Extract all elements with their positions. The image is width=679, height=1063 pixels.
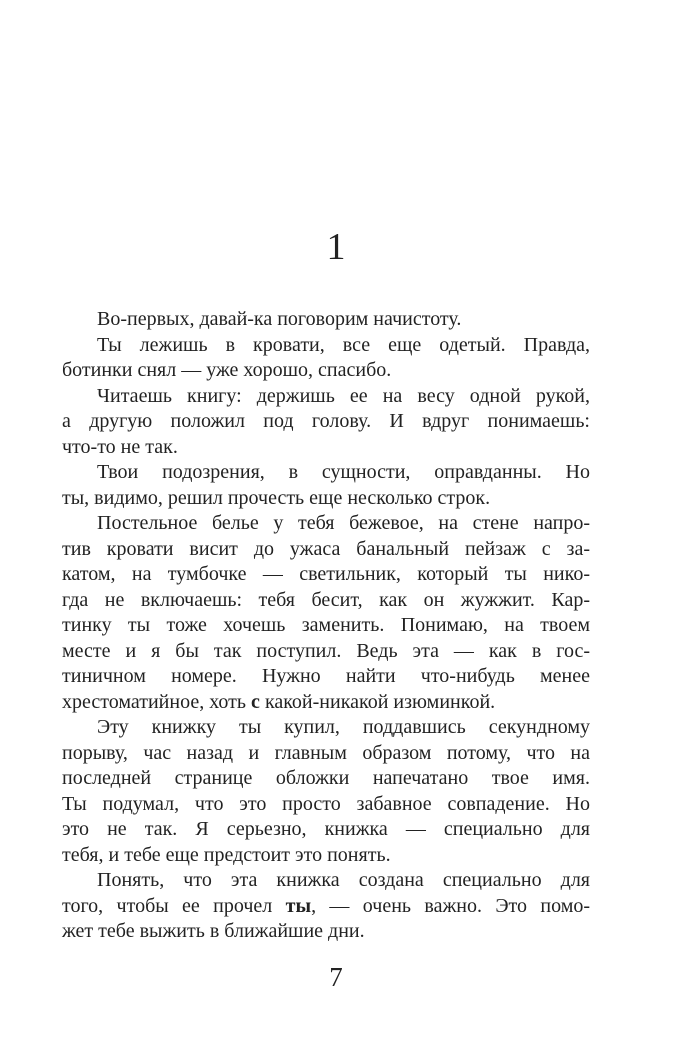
- emphasis-text: с: [251, 690, 260, 713]
- text-line: [62, 868, 590, 894]
- text-segment: гда не включаешь: тебя бесит, как он жужжит. Кар-: [62, 588, 590, 611]
- text-segment: что-то не так.: [62, 435, 178, 458]
- emphasis-text: ты: [285, 894, 312, 917]
- text-block: [62, 307, 590, 945]
- text-line: [62, 894, 590, 920]
- text-line: [62, 486, 590, 512]
- text-line: [62, 690, 590, 716]
- text-segment: Ты лежишь в кровати, все еще одетый. Правда,: [97, 333, 590, 356]
- text-segment: это не так. Я серьезно, книжка — специально для: [62, 818, 590, 840]
- text-segment: Твои подозрения, в сущности, оправданны. Но: [97, 461, 590, 483]
- text-segment: Эту книжку ты купил, поддавшись секундному: [97, 716, 590, 738]
- text-line: [62, 817, 590, 843]
- text-line: [62, 358, 590, 384]
- text-segment: последней странице обложки напечатано твое имя.: [62, 767, 590, 789]
- text-segment: Ты подумал, что это просто забавное совпадение. Но: [62, 792, 590, 815]
- text-line: [62, 919, 590, 945]
- text-line: [62, 741, 590, 767]
- text-segment: Понять, что эта книжка создана специально для: [97, 869, 590, 891]
- text-line: [62, 588, 590, 614]
- text-segment: какой-никакой изюминкой.: [259, 690, 496, 713]
- text-segment: катом, на тумбочке — светильник, который ты нико-: [62, 563, 590, 585]
- text-line: [62, 792, 590, 818]
- text-segment: жет тебе выжить в ближайшие дни.: [62, 920, 365, 942]
- text-line: [62, 843, 590, 869]
- text-segment: того, чтобы ее прочел: [62, 894, 286, 917]
- text-segment: хрестоматийное, хоть: [62, 690, 252, 713]
- text-line: [62, 460, 590, 486]
- text-line: [62, 664, 590, 690]
- text-segment: Постельное белье у тебя бежевое, на стене напро-: [97, 512, 590, 534]
- text-segment: ботинки снял — уже хорошо, спасибо.: [62, 359, 392, 381]
- text-line: [62, 384, 590, 410]
- text-segment: Читаешь книгу: держишь ее на весу одной рукой,: [97, 384, 590, 407]
- text-segment: , — очень важно. Это помо-: [311, 894, 591, 917]
- text-segment: тинку ты тоже хочешь заменить. Понимаю, на твоем: [62, 614, 590, 636]
- text-segment: месте и я бы так поступил. Ведь эта — как в гос-: [62, 639, 590, 662]
- text-segment: тиничном номере. Нужно найти что-нибудь менее: [62, 665, 590, 687]
- text-segment: ты, видимо, решил прочесть еще несколько строк.: [62, 486, 491, 509]
- text-line: [62, 307, 590, 333]
- page-number: 7: [329, 962, 343, 992]
- text-line: [62, 409, 590, 435]
- text-segment: Во-первых, давай-ка поговорим начистоту.: [97, 308, 462, 330]
- text-line: [62, 613, 590, 639]
- text-line: [62, 639, 590, 665]
- text-line: [62, 715, 590, 741]
- text-line: [62, 766, 590, 792]
- text-segment: порыву, час назад и главным образом потому, что на: [62, 741, 590, 764]
- text-line: [62, 511, 590, 537]
- text-line: [62, 435, 590, 461]
- text-segment: тебя, и тебе еще предстоит это понять.: [62, 843, 391, 866]
- text-line: [62, 562, 590, 588]
- text-line: [62, 537, 590, 563]
- text-line: [62, 333, 590, 359]
- text-segment: а другую положил под голову. И вдруг понимаешь:: [62, 410, 590, 432]
- chapter-number: 1: [326, 226, 346, 268]
- text-segment: тив кровати висит до ужаса банальный пейзаж с за-: [62, 537, 590, 560]
